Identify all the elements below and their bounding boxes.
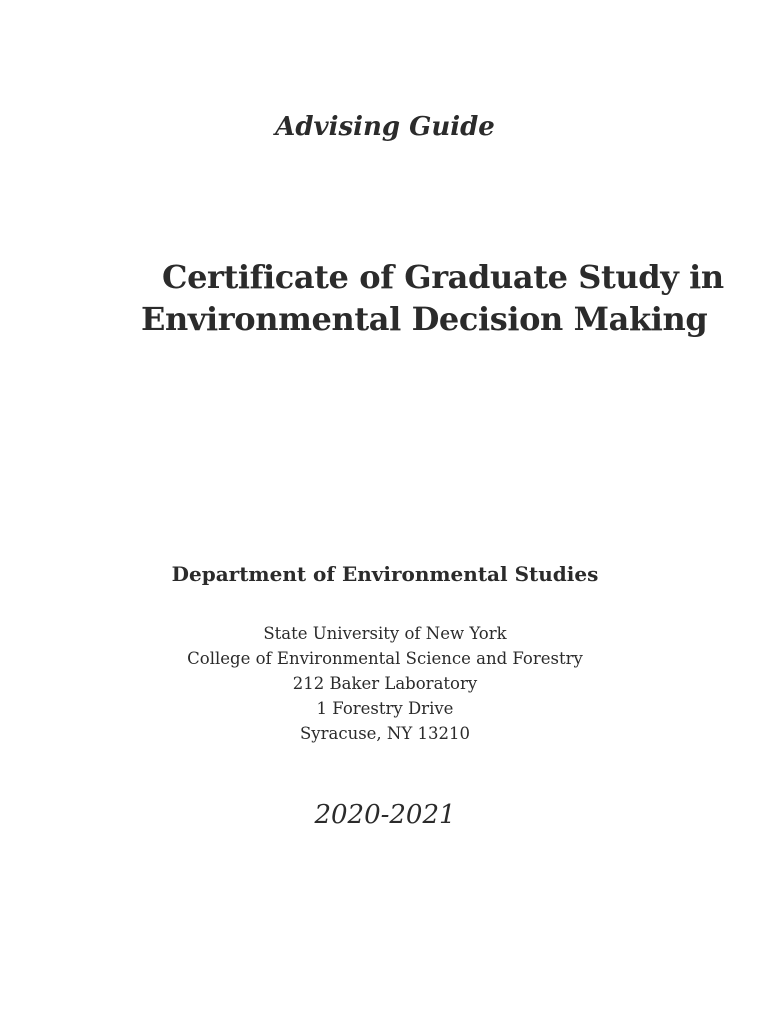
document-subtitle: Advising Guide: [275, 112, 495, 142]
document-title-line-2: Environmental Decision Making: [141, 300, 708, 338]
address-line-building: 212 Baker Laboratory: [292, 674, 478, 693]
document-title-line-1: Certificate of Graduate Study in: [162, 258, 724, 296]
address-line-city: Syracuse, NY 13210: [299, 724, 470, 743]
address-line-institution: State University of New York: [263, 624, 507, 643]
academic-year: 2020-2021: [314, 800, 456, 830]
address-line-street: 1 Forestry Drive: [316, 699, 454, 718]
address-block: [0, 621, 770, 746]
department-name: Department of Environmental Studies: [171, 562, 599, 586]
address-line-college: College of Environmental Science and Forestry: [187, 649, 583, 668]
